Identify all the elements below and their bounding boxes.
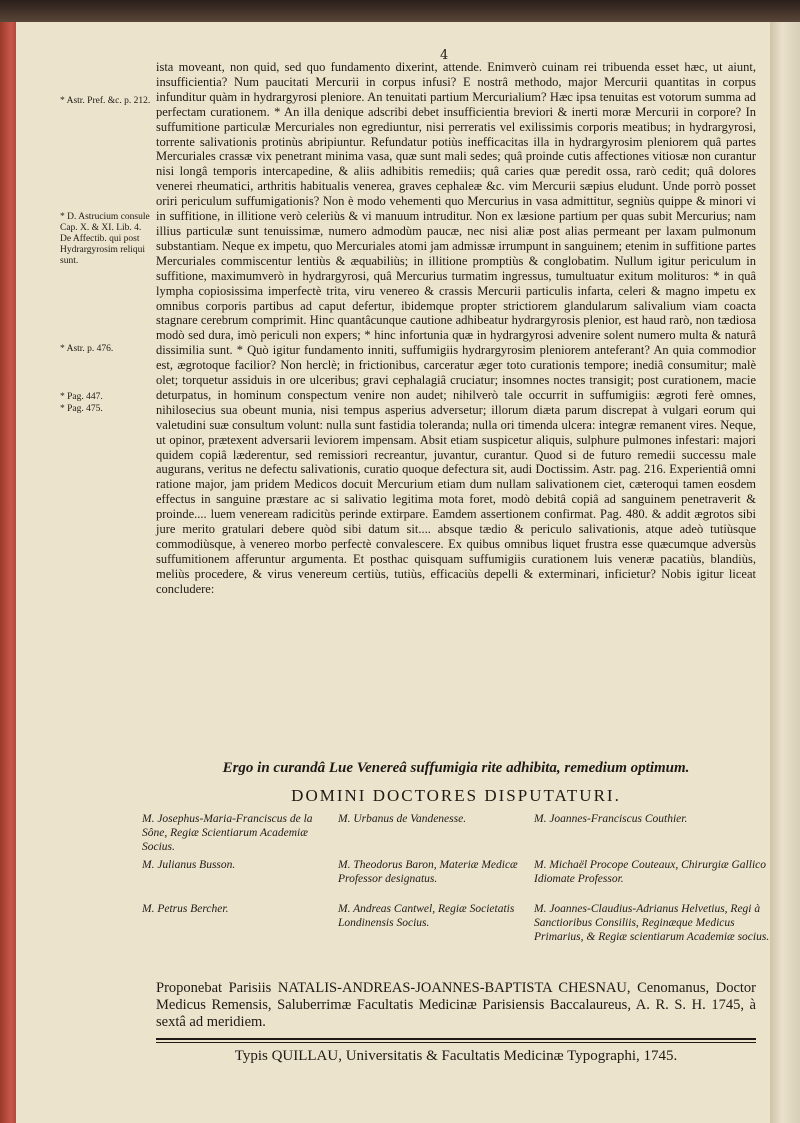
proponent-statement: Proponebat Parisiis NATALIS-ANDREAS-JOANNES-BAPTISTA CHESNAU, Cenomanus, Doctor Medicus Remensis, Saluberrimæ Facultatis Medicinæ Parisiensis Baccalaureus, A. R. S. H. 1745, à sextâ ad meridiem. xyxy=(156,980,756,1030)
divider-rule xyxy=(156,1038,756,1040)
doctor-entry: M. Joannes-Franciscus Couthier. xyxy=(534,813,688,825)
printer-imprint: Typis QUILLAU, Universitatis & Facultatis Medicinæ Typographi, 1745. xyxy=(234,1048,678,1064)
doctor-entry: M. Julianus Busson. xyxy=(142,859,236,871)
doctor-entry: M. Michaël Procope Couteaux, Chirurgiæ Gallico Idiomate Professor. xyxy=(534,859,766,885)
book-top-edge xyxy=(0,0,800,22)
doctor-entry: M. Urbanus de Vandenesse. xyxy=(338,813,467,825)
thesis-conclusion: Ergo in curandâ Lue Venereâ suffumigia rite adhibita, remedium optimum. xyxy=(222,760,690,776)
margin-note: * Pag. 475. xyxy=(60,404,103,414)
divider-rule xyxy=(156,1042,756,1043)
page-number: 4 xyxy=(440,48,449,63)
doctor-entry: M. Joannes-Claudius-Adrianus Helvetius, Regi à Sanctioribus Consiliis, Reginæque Medicus Primarius, & Regiæ scientiarum Academiæ socius. xyxy=(534,903,770,943)
doctors-list xyxy=(142,812,772,972)
margin-note: * Pag. 447. xyxy=(60,392,103,402)
doctor-entry: M. Josephus-Maria-Franciscus de la Sône, Regiæ Scientiarum Academiæ Socius. xyxy=(142,813,313,853)
page-fore-edge xyxy=(770,22,800,1123)
body-paragraph: ista moveant, non quid, sed quo fundamento dixerint, attende. Enimverò cuinam rei tribuenda esset hæc, ut aiunt, insufficientia? Num paucitati Mercurii in corpus infusi? E nostrâ methodo, major Mercurii quantitas in corpus infunditur quàm in hydrargyrosi pleniore. An tenuitati partium Mercurialium? Hæc ipsa tenuitas est votorum summa ad perfectam curationem. * An illa denique adscribi debet insufficientia breviori & inerti moræ Mercurii in corpore? In suffumitione particulæ Mercuriales non egrediuntur, nisi perreratis vel exilissimis corporis meatibus; in hydrargyrosi, torrente salivationis protinùs abripiuntur. Refundatur potiùs inefficacitas illa in hydrargyrosim pleniorem quâ partes Mercuriales crassæ vix penetrant minima vasa, quæ sunt mali sedes; quâ proinde cutis affectiones vitiosæ non curantur nisi longâ temporis intercapedine, & aliis adhibitis remediis; quâ caries quæ peredit ossa, rarò cedit; quâ dolores venerei rheumatici, arthritis habitualis venerea, graves cephaleæ &c. vim Mercurii sæpius eludunt. Unde porrò posset oriri periculum suffumigationis? Non è modo vehementi quo Mercurius in vasa admittitur, segniùs quippe & minori vi in suffitione, in illitione verò celeriùs & vi manuum intruditur. Non ex læsione partium per quas subit Mercurius; nam illius particulæ sunt tenuissimæ, numero admodùm paucæ, nec nisi aliæ post alias permeant per laxam pulmonum substantiam. Neque ex impetu, quo Mercuriales atomi jam admissæ irrumpunt in sanguinem; etenim in suffitione partes Mercuriales commiscentur lentiùs & æquabiliùs; in illitione promptiùs & conglobatim. Nullum igitur periculum in suffitione, maximumverò in hydrargyrosi, quâ Mercurius turmatim ingressus, tumultuatur exitum molituros: * in quâ lympha copiosissima imperfectè trita, viru venereo & crassis Mercurii particulis infarta, celeri & magno impetu ex omnibus corporis partibus ad caput defertur, ibidemque propter strictiorem glandularum salivalium viam coacta stagnare cerebrum comprimit. Hinc quantâcunque cautione adhibeatur hydrargyrosis plenior, est haud rarò, non tædiosa modò sed dura, imò periculi non expers; * hinc infortunia quæ in hydrargyrosi advenire solent numero multa & naturâ dissimilia sunt. * Quò igitur fundamento inniti, suffumigiis hydrargyrosim pleniorem anteferant? An quia commodior est, ægrotoque facilior? Non herclè; in frictionibus, carceratur æger toto curationis tempore; inediâ consumitur; malè olet; torquetur assiduis in ore ulceribus; gravi cephalagiâ cruciatur; insomnes noctes transigit; post curationem, macie deturpatus, in hominum conspectum venire non audet; nihilverò tale occurrit in suffumigiis: ægroti ferè omnes, nihilosecius sua obeunt munia, nisi tempus asperius adversetur; illorum diæta parum discrepat à vulgari eorum qui valetudini suæ consultum volunt: nulla sunt fastidia toleranda; nulla ori timenda ulcera: integræ remanent vires. Neque, ut opinor, prætexent adversarii leviorem impensam. Absit etiam suspicetur aliquis, sulphure pulmones infestari: majori quidem copiâ læderentur, sed remissiori recreantur, juvantur, curantur. Quod si de futuro remedii successu male augurans, veritus ne defectu salivationis, curatio quoque defectura sit, audi Doctissim. Astr. pag. 216. Experientiâ omni ratione major, jam pridem Medicos docuit Mercurium etiam dum nullam salivationem ciet, cæteroqui tamen eosdem effectus in sanguine præstare ac si salivatio legitima mota foret, modò debitâ copiâ ad sanguinem penetraverit & proinde.... luem veneream radicitùs perinde extirpare. Eamdem assertionem confirmat. Pag. 480. & addit ægrotos sibi jure merito gratulari debere quòd sibi datum sit.... absque tædio & periculo salivationis, atque adeò tutiùsque commodiùsque, à venereo morbo perfectè convalescere. Ex quibus omnibus liquet frustra esse quæcumque adversùs suffumitionem afferuntur argumenta. Et posthac quisquam suffumigiis curationem luis veneræ pacatiùs, blandiùs, meliùs procedere, & virus venereum certiùs, tutiùs, efficaciùs depelli & exterminari, inficietur? Nobis igitur liceat concludere: xyxy=(156,60,756,596)
margin-note: * Astr. Pref. &c. p. 212. xyxy=(60,96,151,106)
document-page xyxy=(16,22,770,1123)
doctor-entry: M. Andreas Cantwel, Regiæ Societatis Londinensis Socius. xyxy=(338,903,515,929)
section-heading: DOMINI DOCTORES DISPUTATURI. xyxy=(291,786,621,805)
doctor-entry: M. Theodorus Baron, Materiæ Medicæ Professor designatus. xyxy=(338,859,518,885)
doctor-entry: M. Petrus Bercher. xyxy=(142,903,229,915)
margin-note: * Astr. p. 476. xyxy=(60,344,114,354)
book-spine-edge xyxy=(0,22,16,1123)
margin-note: * D. Astrucium consule Cap. X. & XI. Lib. 4. De Affectib. qui post Hydrargyrosim reliqui sunt. xyxy=(60,212,150,266)
